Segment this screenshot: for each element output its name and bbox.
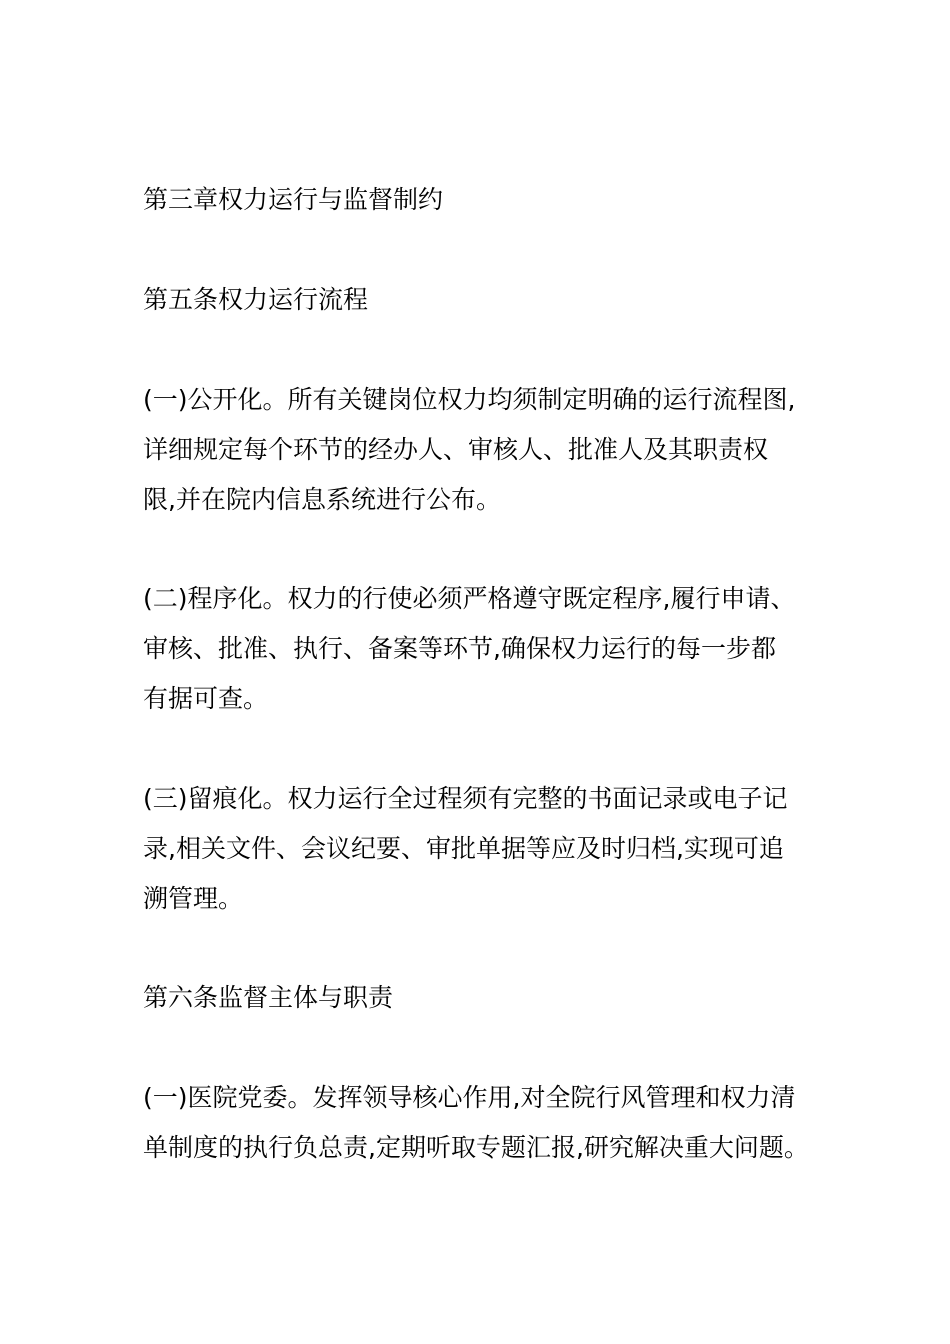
paragraph-line: 溯管理。 <box>143 884 244 913</box>
article-5-title <box>143 275 813 325</box>
article-6-item-1 <box>143 1073 813 1173</box>
paragraph-line: (二)程序化。权力的行使必须严格遵守既定程序,履行申请、 <box>143 584 796 613</box>
article-6-title <box>143 973 813 1023</box>
paragraph-line: 单制度的执行负总责,定期听取专题汇报,研究解决重大问题。 <box>143 1133 809 1162</box>
paragraph-line: (一)医院党委。发挥领导核心作用,对全院行风管理和权力清 <box>143 1083 796 1112</box>
article-5-item-1 <box>143 375 813 525</box>
article-6-title-text: 第六条监督主体与职责 <box>143 983 394 1012</box>
article-5-item-3 <box>143 774 813 924</box>
article-5-title-text: 第五条权力运行流程 <box>143 285 369 314</box>
paragraph-line: 审核、批准、执行、备案等环节,确保权力运行的每一步都 <box>143 634 776 663</box>
paragraph-line: 录,相关文件、会议纪要、审批单据等应及时归档,实现可追 <box>143 834 784 863</box>
article-5-item-2 <box>143 574 813 724</box>
chapter-title <box>143 175 813 225</box>
paragraph-line: 有据可查。 <box>143 684 269 713</box>
paragraph-line: 详细规定每个环节的经办人、审核人、批准人及其职责权 <box>143 435 769 464</box>
paragraph-line: (一)公开化。所有关键岗位权力均须制定明确的运行流程图, <box>143 385 796 414</box>
paragraph-line: (三)留痕化。权力运行全过程须有完整的书面记录或电子记 <box>143 784 788 813</box>
paragraph-line: 限,并在院内信息系统进行公布。 <box>143 485 501 514</box>
chapter-title-text: 第三章权力运行与监督制约 <box>143 185 444 214</box>
